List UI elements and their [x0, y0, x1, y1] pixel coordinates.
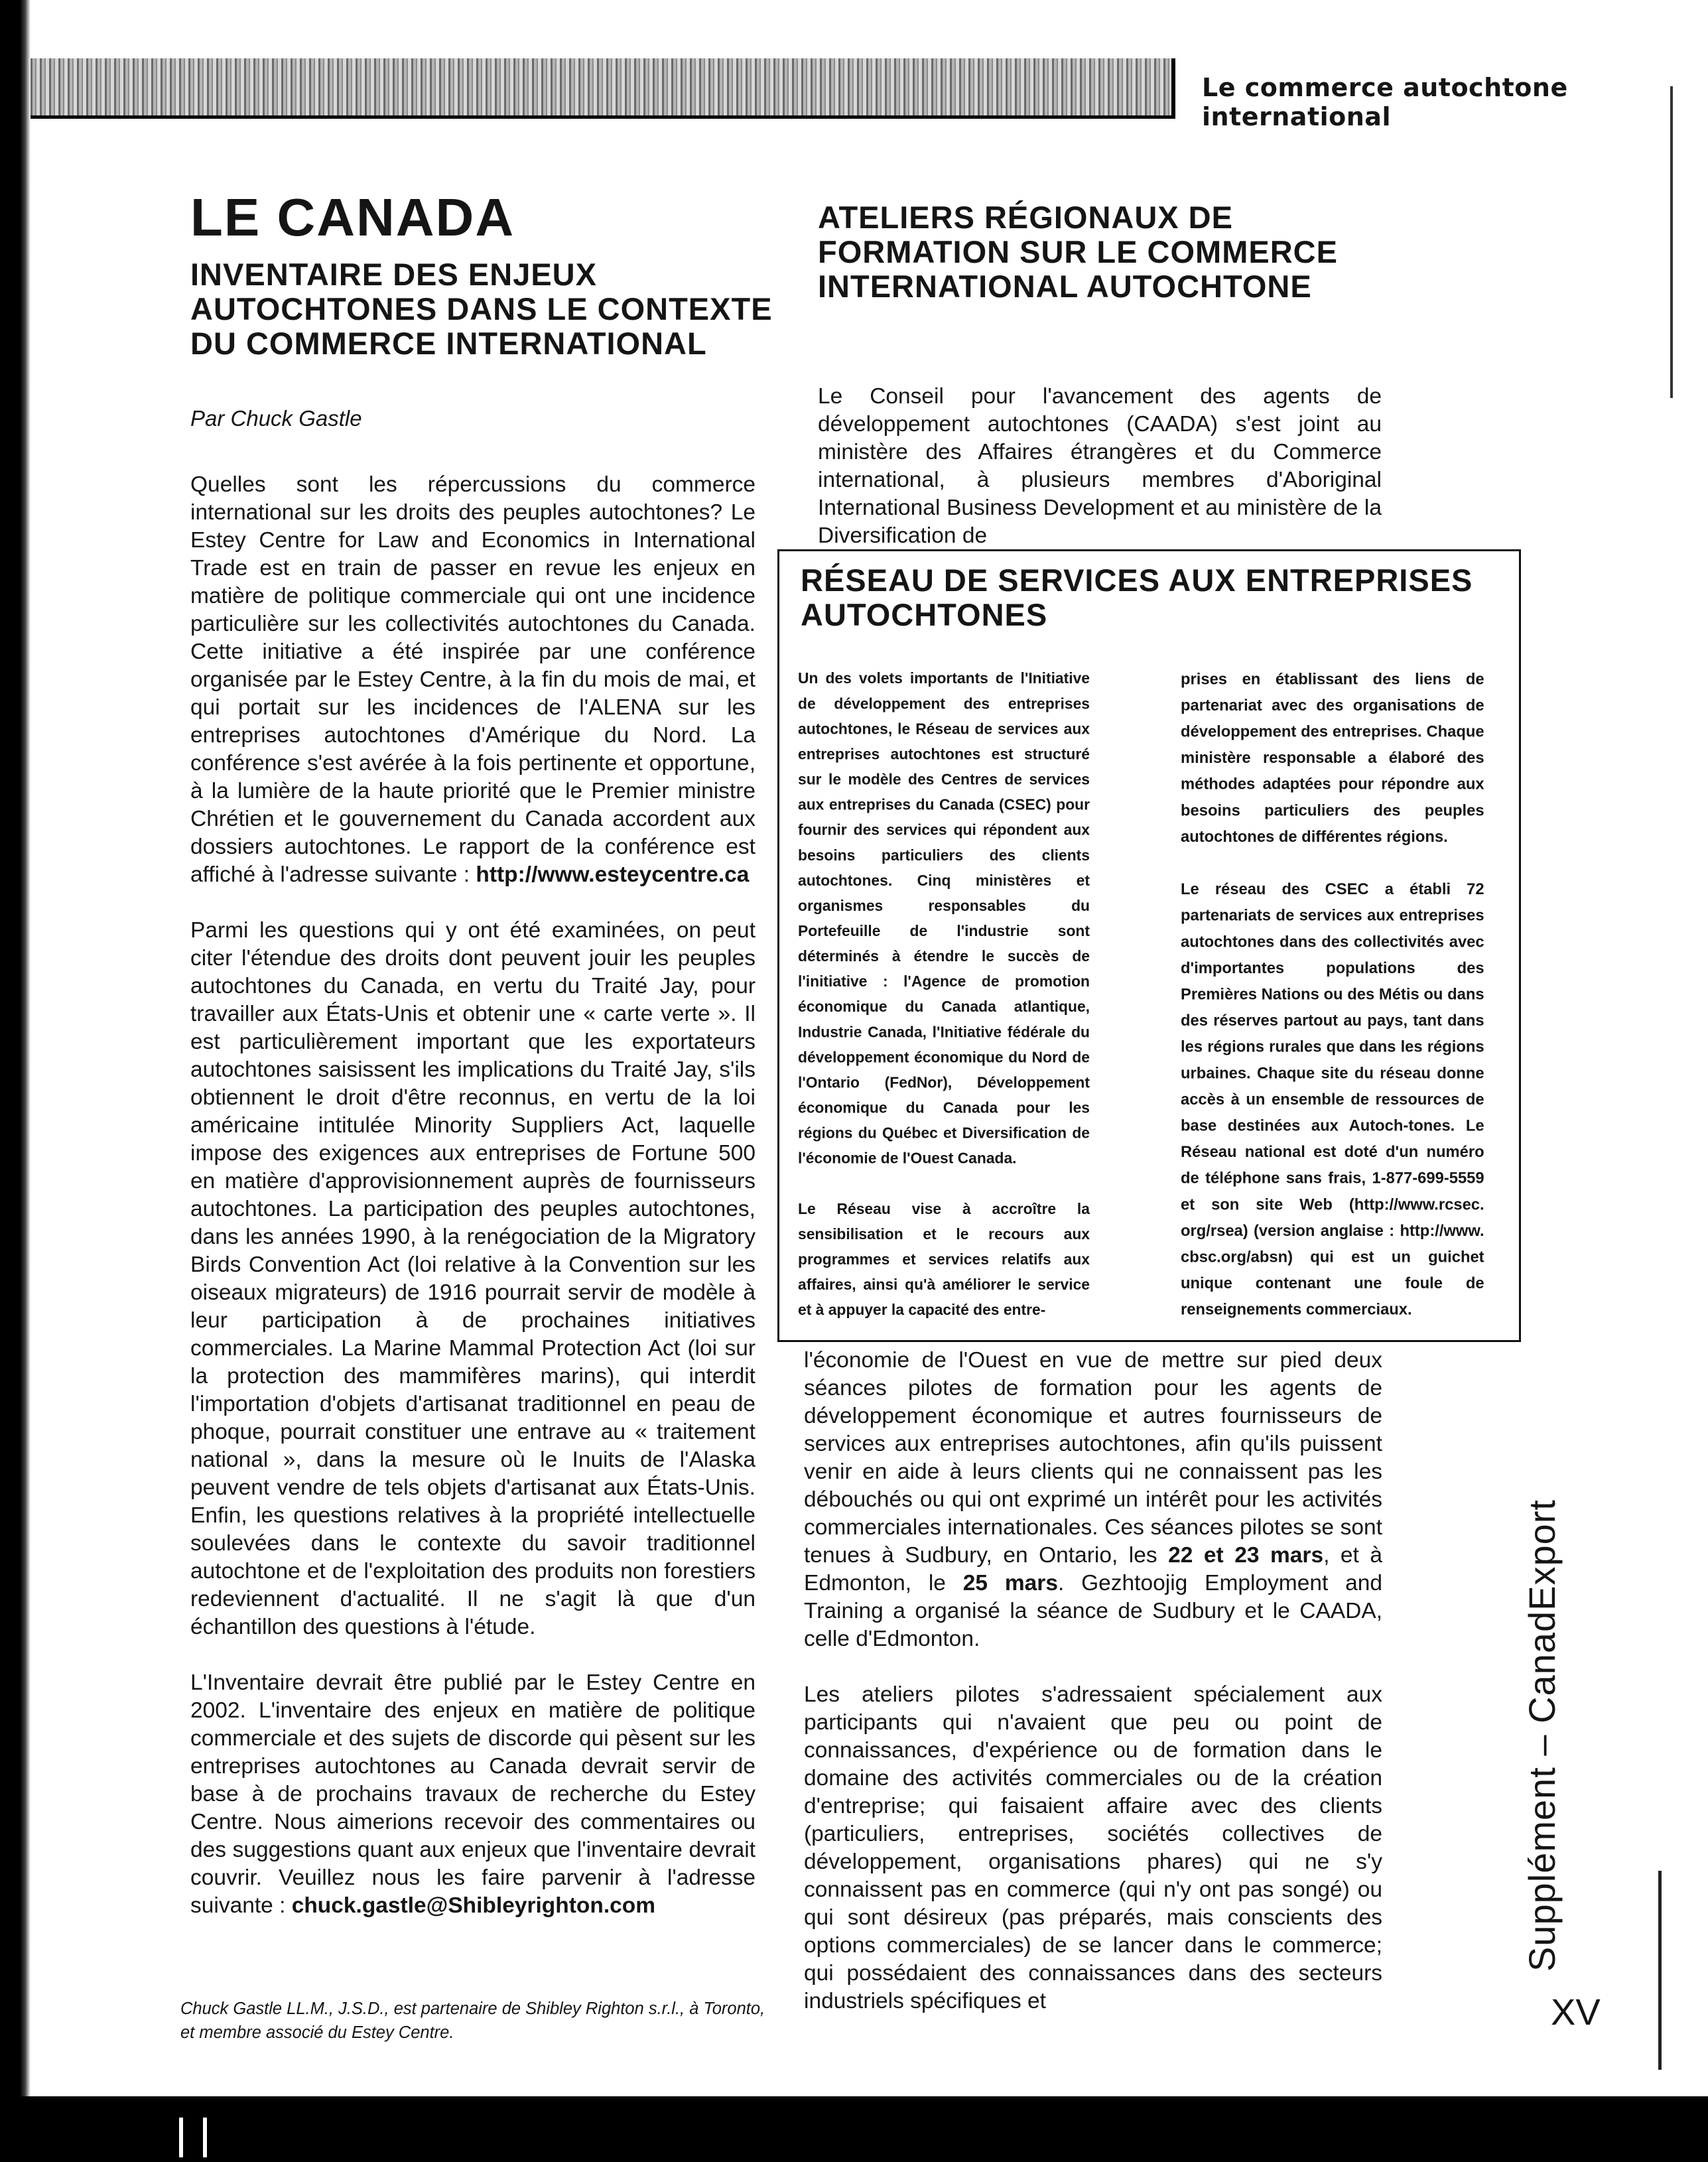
sidebar-paragraph: Un des volets importants de l'Initiative de développement des entreprises autochtones, le Réseau de services aux entreprises autochtones est structuré sur le modèle des Centres de services aux entreprises du Canada (CSEC) pour fournir des services qui répondent aux besoins particuliers des clients autochtones. Cinq ministères et organismes responsables du Portefeuille de l'industrie sont déterminés à étendre le succès de l'initiative : l'Agence de promotion économique du Canada atlantique, Industrie Canada, l'Initiative fédérale du développement économique du Nord de l'Ontario (FedNor), Développement économique du Canada pour les régions du Québec et Diversification de l'économie de l'Ouest Canada.: [798, 669, 1090, 1167]
article-paragraph: Parmi les questions qui y ont été examinées, on peut citer l'étendue des droits dont peuvent jouir les peuples autochtones du Canada, en vertu du Traité Jay, pour travailler aux États-Unis et obtenir une « carte verte ». Il est particulièrement important que les exportateurs autochtones saisissent les implications du Traité Jay, s'ils obtiennent le droit d'être reconnus, en vertu de la loi américaine intitulée Minority Suppliers Act, laquelle impose des exigences aux entreprises de Fortune 500 en matière d'approvisionnement auprès de fournisseurs autochtones. La participation des peuples autochtones, dans les années 1990, à la renégociation de la Migratory Birds Convention Act (loi relative à la Convention sur les oiseaux migrateurs) de 1916 pourrait servir de modèle à leur participation à de prochaines initiatives commerciales. La Marine Mammal Protection Act (loi sur la protection des mammifères marins), qui interdit l'importation d'objets d'artisanat traditionnel en peau de phoque, pourrait constituer une entrave au « traitement national », dans la mesure où le Inuits de l'Alaska peuvent vendre de tels objets d'artisanat aux États-Unis. Enfin, les questions relatives à la propriété intellectuelle soulevées dans le contexte du savoir traditionnel autochtone et de l'exploitation des produits non forestiers redeviennent d'actualité. Il ne s'agit là que d'un échantillon des questions à l'étude.: [190, 918, 755, 1639]
sidebar-paragraph: prises en établissant des liens de partenariat avec des organisations de développement des entreprises. Chaque ministère responsable a élaboré des méthodes adaptées pour répondre aux besoins particuliers des peuples autochtones de différentes régions.: [1181, 670, 1484, 846]
article-title: LE CANADA: [190, 188, 515, 247]
byline: Par Chuck Gastle: [190, 406, 362, 431]
sidebar-paragraph: Le réseau des CSEC a établi 72 partenariats de services aux entreprises autochtones dans des collectivités avec d'importantes populations des Premières Nations ou des Métis ou dans des réserves partout au pays, tant dans les régions rurales que dans les régions urbaines. Chaque site du réseau donne accès à un ensemble de ressources de base destinées aux Autoch-tones. Le Réseau national est doté d'un numéro de téléphone sans frais, 1-877-699-5559 et son site Web (http://www.rcsec. org/rsea) (version anglaise : http://www. cbsc.org/absn) qui est un guichet unique contenant une foule de renseignements commerciaux.: [1181, 880, 1484, 1318]
date-highlight: 25 mars: [962, 1571, 1058, 1595]
conference-link[interactable]: http://www.esteycentre.ca: [476, 862, 750, 887]
paragraph-text: Quelles sont les répercussions du commerce international sur les droits des peuples autochtones? Le Estey Centre for Law and Economics in International Trade est en train de passer en revue les enjeux en matière de politique commerciale qui ont une incidence particulière sur les collectivités autochtones du Canada. Cette initiative a été inspirée par une conférence organisée par le Estey Centre, à la fin du mois de mai, et qui portait sur les incidences de l'ALENA sur les entreprises autochtones d'Amérique du Nord. La conférence s'est avérée à la fois pertinente et opportune, à la lumière de la haute priorité que le Premier ministre Chrétien et le gouvernement du Canada accordent aux dossiers autochtones. Le rapport de la conférence est affiché à l'adresse suivante :: [190, 472, 755, 887]
article-paragraph: [190, 471, 755, 889]
scan-artifact: [1670, 86, 1673, 398]
sidebar-box: [777, 549, 1521, 1342]
side-caption: Supplément – CanadExport: [1521, 1499, 1563, 1972]
workshops-title: ATELIERS RÉGIONAUX DE FORMATION SUR LE COMMERCE INTERNATIONAL AUTOCHTONE: [818, 200, 1338, 304]
sidebar-box-column: [1181, 666, 1484, 1323]
article-paragraph: [190, 1669, 755, 1920]
paragraph-text: , et à Edmonton, le: [804, 1543, 1382, 1595]
scan-bottom-edge: [0, 2096, 1708, 2162]
workshops-body-top: [818, 383, 1382, 550]
paragraph-text: L'Inventaire devrait être publié par le Estey Centre en 2002. L'inventaire des enjeux en matière de politique commerciale et des sujets de discorde qui pèsent sur les entreprises autochtones au Canada devrait servir de base à de prochains travaux de recherche du Estey Centre. Nous aimerions recevoir des commentaires ou des suggestions quant aux enjeux que l'inventaire devrait couvrir. Veuillez nous les faire parvenir à l'adresse suivante :: [190, 1670, 755, 1918]
page-number: XV: [1551, 1991, 1601, 2033]
workshops-paragraph: Les ateliers pilotes s'adressaient spécialement aux participants qui n'avaient que peu ou point de connaissances, d'expérience ou de formation dans le domaine des activités commerciales ou de la création d'entreprise; qui faisaient affaire avec des clients (particuliers, entreprises, sociétés collectives de développement, organisations phares) qui ne s'y connaissent pas en commerce (qui n'y ont pas songé) ou qui sont désireux (pas préparés, mais conscients des options commerciales) de se lancer dans le commerce; qui possédaient des connaissances dans des secteurs industriels spécifiques et: [804, 1682, 1382, 2013]
contact-email-link[interactable]: chuck.gastle@Shibleyrighton.com: [291, 1893, 656, 1918]
paragraph-text: . Gezhtoojig Employment and Training a organisé la séance de Sudbury et le CAADA, celle d'Edmonton.: [804, 1571, 1383, 1651]
section-title: Le commerce autochtone international: [1202, 73, 1568, 131]
sidebar-box-title: RÉSEAU DE SERVICES AUX ENTREPRISES AUTOCHTONES: [801, 563, 1473, 632]
sidebar-box-column: [798, 666, 1090, 1323]
sidebar-paragraph: Le Réseau vise à accroître la sensibilisation et le recours aux programmes et services relatifs aux affaires, ainsi qu'à améliorer le service et à appuyer la capacité des entre-: [798, 1200, 1090, 1319]
author-footnote: Chuck Gastle LL.M., J.S.D., est partenaire de Shibley Righton s.r.l., à Toronto, et membre associé du Estey Centre.: [180, 1999, 765, 2042]
scan-artifact: [1658, 1871, 1662, 2070]
paragraph-text: l'économie de l'Ouest en vue de mettre sur pied deux séances pilotes de formation pour les agents de développement économique et autres fournisseurs de services aux entreprises autochtones, afin qu'ils puissent venir en aide à leurs clients qui ne connaissent pas les débouchés ou qui ont exprimé un intérêt pour les activités commerciales internationales. Ces séances pilotes se sont tenues à Sudbury, en Ontario, les: [804, 1348, 1382, 1568]
header-band: [31, 58, 1175, 119]
date-highlight: 22 et 23 mars: [1168, 1543, 1324, 1568]
workshops-paragraph: Le Conseil pour l'avancement des agents de développement autochtones (CAADA) s'est joint au ministère des Affaires étrangères et du Commerce international, à plusieurs membres d'Aboriginal International Business Development et au ministère de la Diversification de: [818, 384, 1382, 548]
workshops-paragraph: [804, 1347, 1382, 1653]
article-body: [190, 471, 755, 1920]
article-subtitle: INVENTAIRE DES ENJEUX AUTOCHTONES DANS LE CONTEXTE DU COMMERCE INTERNATIONAL: [190, 257, 773, 361]
scan-left-edge: [0, 0, 31, 2162]
scan-artifact: [179, 2118, 207, 2157]
workshops-body-bottom: [804, 1347, 1382, 2015]
